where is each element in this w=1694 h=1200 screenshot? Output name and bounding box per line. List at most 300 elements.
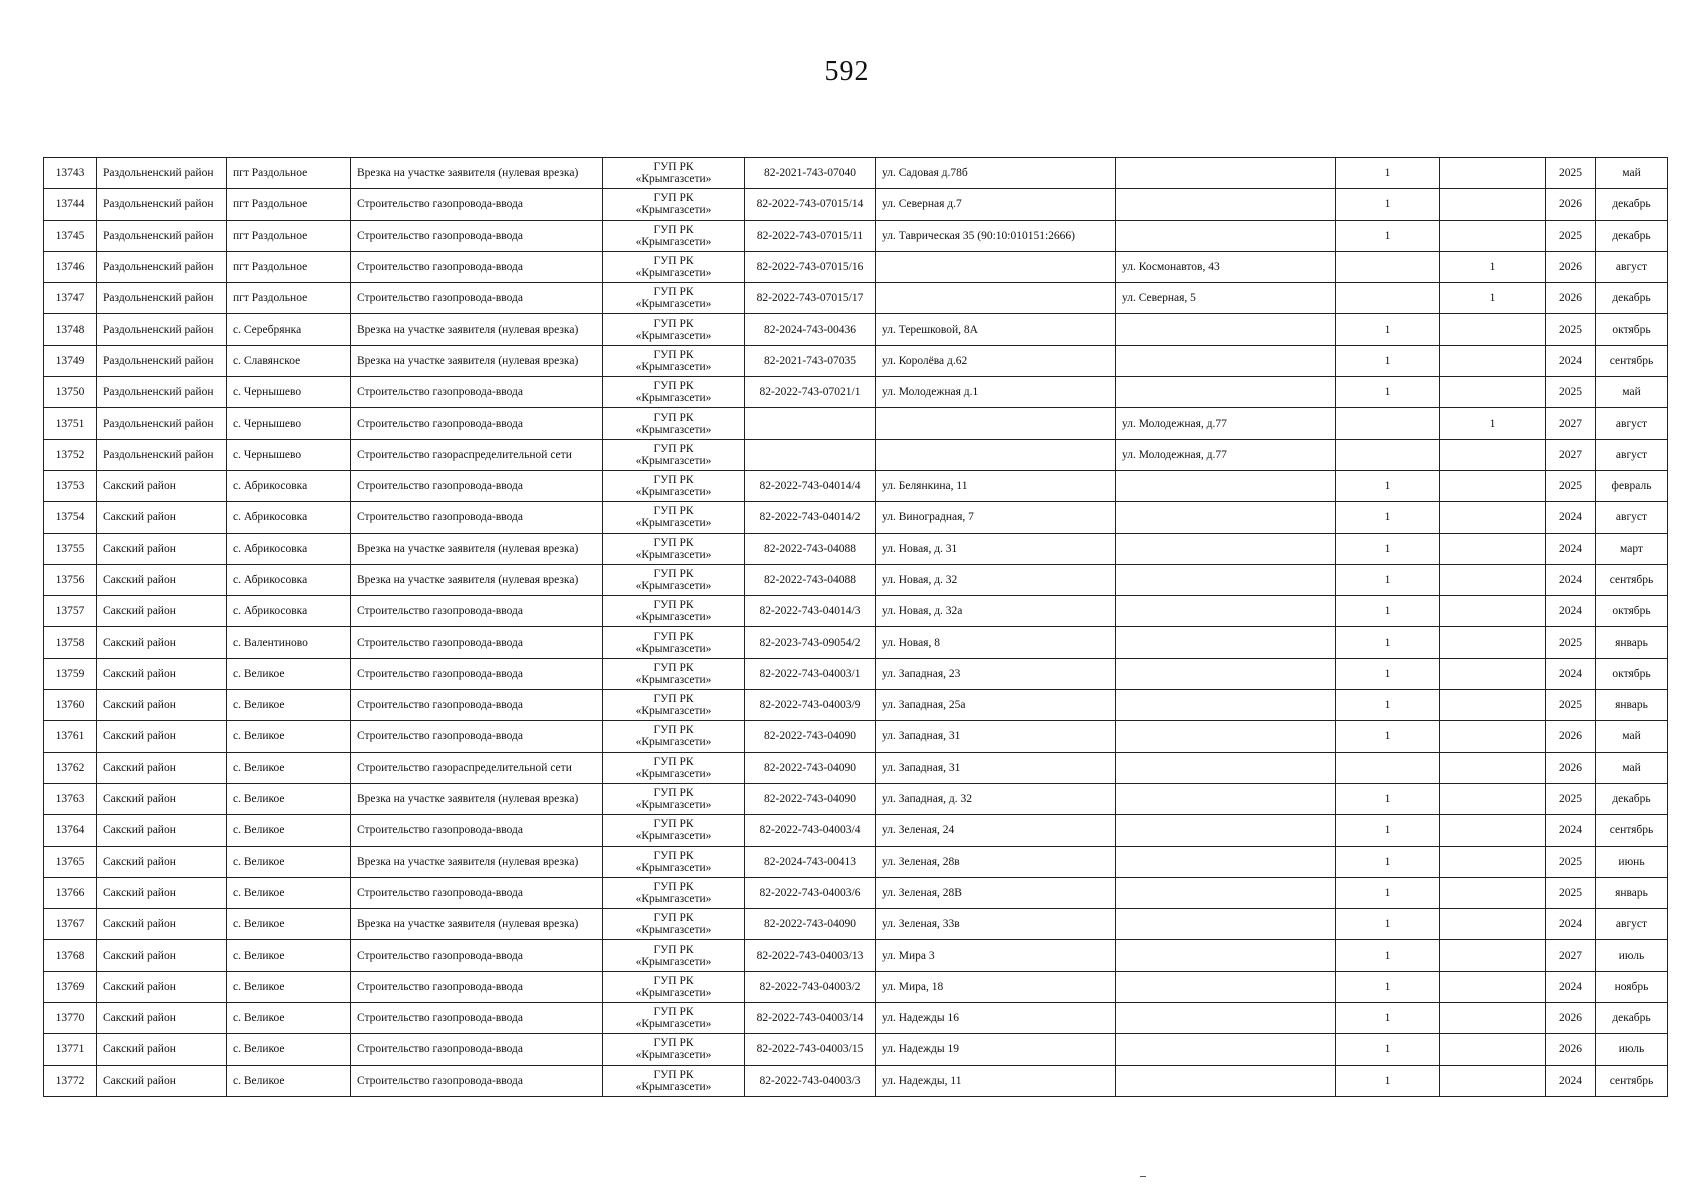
address-cell: ул. Таврическая 35 (90:10:010151:2666) xyxy=(876,220,1116,251)
request-code-cell: 82-2022-743-04003/13 xyxy=(745,940,876,971)
count-cell: 1 xyxy=(1336,220,1440,251)
table-row xyxy=(44,971,1668,1002)
owner-line2: «Крымгазсети» xyxy=(635,924,712,937)
count-cell xyxy=(1336,408,1440,439)
request-code-cell: 82-2022-743-04014/3 xyxy=(745,596,876,627)
table-row xyxy=(44,596,1668,627)
month-cell: июль xyxy=(1596,1034,1668,1065)
settlement-cell: с. Великое xyxy=(227,690,351,721)
request-code-cell: 82-2024-743-00436 xyxy=(745,314,876,345)
table-row xyxy=(44,189,1668,220)
district-cell: Сакский район xyxy=(97,971,227,1002)
settlement-cell: с. Абрикосовка xyxy=(227,596,351,627)
month-cell: сентябрь xyxy=(1596,1065,1668,1096)
address-cell xyxy=(876,408,1116,439)
district-cell: Сакский район xyxy=(97,470,227,501)
address-alt-cell xyxy=(1116,783,1336,814)
year-cell: 2024 xyxy=(1546,502,1596,533)
work-type-cell: Строительство газопровода-ввода xyxy=(351,971,603,1002)
address-alt-cell xyxy=(1116,627,1336,658)
owner-cell xyxy=(603,971,745,1002)
work-type-cell: Врезка на участке заявителя (нулевая врезка) xyxy=(351,909,603,940)
count-alt-cell xyxy=(1440,846,1546,877)
work-type-cell: Строительство газопровода-ввода xyxy=(351,596,603,627)
work-type-cell: Строительство газораспределительной сети xyxy=(351,752,603,783)
district-cell: Сакский район xyxy=(97,596,227,627)
count-alt-cell xyxy=(1440,502,1546,533)
count-cell: 1 xyxy=(1336,189,1440,220)
request-code-cell: 82-2022-743-07015/17 xyxy=(745,283,876,314)
owner-line1: ГУП РК xyxy=(653,568,694,580)
work-type-cell: Строительство газопровода-ввода xyxy=(351,815,603,846)
request-code-cell: 82-2022-743-04003/2 xyxy=(745,971,876,1002)
request-code-cell: 82-2022-743-07021/1 xyxy=(745,377,876,408)
owner-line2: «Крымгазсети» xyxy=(635,580,712,592)
count-cell: 1 xyxy=(1336,502,1440,533)
work-type-cell: Врезка на участке заявителя (нулевая врезка) xyxy=(351,158,603,189)
address-alt-cell xyxy=(1116,314,1336,345)
owner-line2: «Крымгазсети» xyxy=(635,517,712,530)
owner-line1: ГУП РК xyxy=(653,411,694,424)
address-alt-cell xyxy=(1116,502,1336,533)
count-cell: 1 xyxy=(1336,564,1440,595)
owner-line2: «Крымгазсети» xyxy=(635,486,712,499)
owner-cell xyxy=(603,1003,745,1034)
count-alt-cell xyxy=(1440,470,1546,501)
owner-cell xyxy=(603,658,745,689)
row-number-cell: 13771 xyxy=(44,1034,97,1065)
work-type-cell: Строительство газопровода-ввода xyxy=(351,627,603,658)
address-alt-cell xyxy=(1116,846,1336,877)
address-cell xyxy=(876,439,1116,470)
year-cell: 2024 xyxy=(1546,658,1596,689)
year-cell: 2024 xyxy=(1546,909,1596,940)
work-type-cell: Строительство газопровода-ввода xyxy=(351,502,603,533)
address-alt-cell xyxy=(1116,909,1336,940)
address-alt-cell xyxy=(1116,158,1336,189)
owner-line2: «Крымгазсети» xyxy=(635,986,712,999)
work-type-cell: Строительство газопровода-ввода xyxy=(351,1065,603,1096)
district-cell: Раздольненский район xyxy=(97,314,227,345)
row-number-cell: 13766 xyxy=(44,877,97,908)
count-cell: 1 xyxy=(1336,783,1440,814)
settlement-cell: пгт Раздольное xyxy=(227,189,351,220)
address-cell: ул. Западная, 25а xyxy=(876,690,1116,721)
owner-cell xyxy=(603,564,745,595)
address-cell: ул. Западная, 31 xyxy=(876,752,1116,783)
address-cell: ул. Западная, д. 32 xyxy=(876,783,1116,814)
row-number-cell: 13744 xyxy=(44,189,97,220)
row-number-cell: 13746 xyxy=(44,251,97,282)
owner-cell xyxy=(603,846,745,877)
address-alt-cell xyxy=(1116,189,1336,220)
registry-table xyxy=(43,157,1668,1097)
district-cell: Сакский район xyxy=(97,533,227,564)
owner-line2: «Крымгазсети» xyxy=(635,861,712,874)
settlement-cell: с. Славянское xyxy=(227,345,351,376)
district-cell: Сакский район xyxy=(97,1065,227,1096)
request-code-cell: 82-2022-743-04090 xyxy=(745,909,876,940)
owner-cell xyxy=(603,1034,745,1065)
address-alt-cell xyxy=(1116,971,1336,1002)
count-alt-cell xyxy=(1440,783,1546,814)
district-cell: Сакский район xyxy=(97,658,227,689)
row-number-cell: 13760 xyxy=(44,690,97,721)
settlement-cell: с. Валентиново xyxy=(227,627,351,658)
count-alt-cell: 1 xyxy=(1440,283,1546,314)
table-row xyxy=(44,752,1668,783)
count-alt-cell xyxy=(1440,752,1546,783)
count-alt-cell xyxy=(1440,971,1546,1002)
count-alt-cell xyxy=(1440,345,1546,376)
settlement-cell: с. Великое xyxy=(227,752,351,783)
year-cell: 2025 xyxy=(1546,470,1596,501)
table-row xyxy=(44,158,1668,189)
address-cell: ул. Мира, 18 xyxy=(876,971,1116,1002)
owner-line2: «Крымгазсети» xyxy=(635,830,712,843)
owner-line2: «Крымгазсети» xyxy=(635,736,712,749)
owner-cell xyxy=(603,752,745,783)
owner-line1: ГУП РК xyxy=(653,755,694,768)
address-cell: ул. Надежды, 11 xyxy=(876,1065,1116,1096)
year-cell: 2026 xyxy=(1546,752,1596,783)
work-type-cell: Строительство газораспределительной сети xyxy=(351,439,603,470)
count-alt-cell xyxy=(1440,158,1546,189)
settlement-cell: с. Великое xyxy=(227,909,351,940)
request-code-cell: 82-2022-743-04003/3 xyxy=(745,1065,876,1096)
settlement-cell: с. Великое xyxy=(227,815,351,846)
district-cell: Сакский район xyxy=(97,877,227,908)
address-alt-cell xyxy=(1116,377,1336,408)
owner-line2: «Крымгазсети» xyxy=(635,298,712,311)
settlement-cell: с. Абрикосовка xyxy=(227,502,351,533)
request-code-cell: 82-2022-743-04088 xyxy=(745,533,876,564)
district-cell: Раздольненский район xyxy=(97,408,227,439)
count-alt-cell: 1 xyxy=(1440,408,1546,439)
owner-cell xyxy=(603,596,745,627)
year-cell: 2026 xyxy=(1546,1034,1596,1065)
row-number-cell: 13762 xyxy=(44,752,97,783)
work-type-cell: Строительство газопровода-ввода xyxy=(351,721,603,752)
year-cell: 2025 xyxy=(1546,690,1596,721)
address-cell: ул. Новая, д. 32 xyxy=(876,564,1116,595)
work-type-cell: Строительство газопровода-ввода xyxy=(351,1003,603,1034)
district-cell: Раздольненский район xyxy=(97,345,227,376)
table-row xyxy=(44,220,1668,251)
owner-cell xyxy=(603,251,745,282)
owner-line1: ГУП РК xyxy=(653,536,694,549)
row-number-cell: 13763 xyxy=(44,783,97,814)
address-cell: ул. Новая, 8 xyxy=(876,627,1116,658)
settlement-cell: с. Великое xyxy=(227,877,351,908)
month-cell: январь xyxy=(1596,877,1668,908)
count-cell: 1 xyxy=(1336,940,1440,971)
table-row xyxy=(44,251,1668,282)
request-code-cell: 82-2022-743-04003/9 xyxy=(745,690,876,721)
year-cell: 2025 xyxy=(1546,377,1596,408)
owner-cell xyxy=(603,470,745,501)
address-alt-cell xyxy=(1116,220,1336,251)
month-cell: декабрь xyxy=(1596,283,1668,314)
owner-line1: ГУП РК xyxy=(653,880,694,893)
owner-line2: «Крымгазсети» xyxy=(635,705,712,718)
row-number-cell: 13748 xyxy=(44,314,97,345)
owner-line1: ГУП РК xyxy=(653,818,694,831)
address-alt-cell: ул. Молодежная, д.77 xyxy=(1116,439,1336,470)
year-cell: 2026 xyxy=(1546,721,1596,752)
settlement-cell: с. Чернышево xyxy=(227,377,351,408)
work-type-cell: Врезка на участке заявителя (нулевая врезка) xyxy=(351,533,603,564)
work-type-cell: Строительство газопровода-ввода xyxy=(351,283,603,314)
owner-cell xyxy=(603,815,745,846)
address-alt-cell xyxy=(1116,658,1336,689)
owner-cell xyxy=(603,439,745,470)
address-alt-cell xyxy=(1116,752,1336,783)
address-cell: ул. Западная, 31 xyxy=(876,721,1116,752)
request-code-cell: 82-2022-743-07015/14 xyxy=(745,189,876,220)
footer-mark xyxy=(1140,1176,1146,1177)
month-cell: декабрь xyxy=(1596,220,1668,251)
month-cell: октябрь xyxy=(1596,658,1668,689)
owner-cell xyxy=(603,314,745,345)
table-row xyxy=(44,815,1668,846)
settlement-cell: с. Чернышево xyxy=(227,439,351,470)
month-cell: декабрь xyxy=(1596,783,1668,814)
work-type-cell: Врезка на участке заявителя (нулевая врезка) xyxy=(351,783,603,814)
district-cell: Сакский район xyxy=(97,940,227,971)
row-number-cell: 13761 xyxy=(44,721,97,752)
owner-cell xyxy=(603,877,745,908)
count-cell: 1 xyxy=(1336,377,1440,408)
request-code-cell: 82-2022-743-04090 xyxy=(745,721,876,752)
count-alt-cell xyxy=(1440,627,1546,658)
work-type-cell: Строительство газопровода-ввода xyxy=(351,408,603,439)
owner-line2: «Крымгазсети» xyxy=(635,1080,712,1093)
work-type-cell: Врезка на участке заявителя (нулевая врезка) xyxy=(351,314,603,345)
work-type-cell: Строительство газопровода-ввода xyxy=(351,1034,603,1065)
address-cell: ул. Виноградная, 7 xyxy=(876,502,1116,533)
work-type-cell: Строительство газопровода-ввода xyxy=(351,251,603,282)
address-alt-cell xyxy=(1116,345,1336,376)
count-alt-cell xyxy=(1440,940,1546,971)
owner-cell xyxy=(603,158,745,189)
address-cell: ул. Терешковой, 8А xyxy=(876,314,1116,345)
count-alt-cell xyxy=(1440,721,1546,752)
row-number-cell: 13750 xyxy=(44,377,97,408)
row-number-cell: 13756 xyxy=(44,564,97,595)
year-cell: 2026 xyxy=(1546,251,1596,282)
district-cell: Сакский район xyxy=(97,815,227,846)
owner-line2: «Крымгазсети» xyxy=(635,955,712,968)
table-row xyxy=(44,940,1668,971)
request-code-cell: 82-2022-743-04003/1 xyxy=(745,658,876,689)
address-alt-cell xyxy=(1116,877,1336,908)
row-number-cell: 13757 xyxy=(44,596,97,627)
count-cell: 1 xyxy=(1336,690,1440,721)
owner-cell xyxy=(603,721,745,752)
count-alt-cell xyxy=(1440,1065,1546,1096)
owner-line1: ГУП РК xyxy=(653,255,694,268)
count-cell: 1 xyxy=(1336,627,1440,658)
district-cell: Раздольненский район xyxy=(97,439,227,470)
district-cell: Раздольненский район xyxy=(97,251,227,282)
count-cell: 1 xyxy=(1336,470,1440,501)
count-cell: 1 xyxy=(1336,314,1440,345)
owner-cell xyxy=(603,189,745,220)
month-cell: сентябрь xyxy=(1596,815,1668,846)
count-cell: 1 xyxy=(1336,533,1440,564)
row-number-cell: 13759 xyxy=(44,658,97,689)
count-alt-cell: 1 xyxy=(1440,251,1546,282)
address-alt-cell xyxy=(1116,564,1336,595)
address-alt-cell xyxy=(1116,1065,1336,1096)
request-code-cell xyxy=(745,408,876,439)
count-alt-cell xyxy=(1440,1034,1546,1065)
request-code-cell: 82-2022-743-04003/6 xyxy=(745,877,876,908)
count-cell: 1 xyxy=(1336,596,1440,627)
owner-cell xyxy=(603,690,745,721)
table-row xyxy=(44,439,1668,470)
request-code-cell: 82-2022-743-04003/4 xyxy=(745,815,876,846)
work-type-cell: Врезка на участке заявителя (нулевая врезка) xyxy=(351,564,603,595)
settlement-cell: с. Великое xyxy=(227,1003,351,1034)
year-cell: 2024 xyxy=(1546,971,1596,1002)
request-code-cell xyxy=(745,439,876,470)
owner-line1: ГУП РК xyxy=(653,380,694,393)
month-cell: ноябрь xyxy=(1596,971,1668,1002)
month-cell: август xyxy=(1596,502,1668,533)
owner-line1: ГУП РК xyxy=(653,192,694,205)
count-alt-cell xyxy=(1440,533,1546,564)
table-row xyxy=(44,533,1668,564)
address-alt-cell xyxy=(1116,940,1336,971)
table-row xyxy=(44,1065,1668,1096)
owner-line1: ГУП РК xyxy=(653,724,694,737)
owner-line1: ГУП РК xyxy=(653,787,694,800)
count-alt-cell xyxy=(1440,314,1546,345)
owner-line1: ГУП РК xyxy=(653,693,694,706)
count-cell xyxy=(1336,752,1440,783)
table-row xyxy=(44,470,1668,501)
request-code-cell: 82-2022-743-04003/14 xyxy=(745,1003,876,1034)
request-code-cell: 82-2022-743-04090 xyxy=(745,752,876,783)
address-cell: ул. Зеленая, 28в xyxy=(876,846,1116,877)
work-type-cell: Строительство газопровода-ввода xyxy=(351,377,603,408)
row-number-cell: 13743 xyxy=(44,158,97,189)
settlement-cell: с. Чернышево xyxy=(227,408,351,439)
month-cell: август xyxy=(1596,439,1668,470)
district-cell: Сакский район xyxy=(97,1003,227,1034)
count-alt-cell xyxy=(1440,815,1546,846)
row-number-cell: 13749 xyxy=(44,345,97,376)
count-cell xyxy=(1336,251,1440,282)
district-cell: Сакский район xyxy=(97,564,227,595)
address-cell: ул. Зеленая, 33в xyxy=(876,909,1116,940)
owner-line1: ГУП РК xyxy=(653,912,694,925)
owner-line2: «Крымгазсети» xyxy=(635,1018,712,1031)
count-cell: 1 xyxy=(1336,971,1440,1002)
district-cell: Раздольненский район xyxy=(97,158,227,189)
owner-line1: ГУП РК xyxy=(653,348,694,361)
month-cell: январь xyxy=(1596,627,1668,658)
month-cell: март xyxy=(1596,533,1668,564)
address-alt-cell: ул. Космонавтов, 43 xyxy=(1116,251,1336,282)
owner-cell xyxy=(603,502,745,533)
owner-line1: ГУП РК xyxy=(653,943,694,956)
owner-line2: «Крымгазсети» xyxy=(635,767,712,780)
address-cell xyxy=(876,283,1116,314)
count-cell: 1 xyxy=(1336,846,1440,877)
owner-cell xyxy=(603,377,745,408)
month-cell: май xyxy=(1596,158,1668,189)
district-cell: Сакский район xyxy=(97,752,227,783)
district-cell: Раздольненский район xyxy=(97,189,227,220)
month-cell: июль xyxy=(1596,940,1668,971)
year-cell: 2025 xyxy=(1546,314,1596,345)
year-cell: 2024 xyxy=(1546,815,1596,846)
year-cell: 2025 xyxy=(1546,846,1596,877)
owner-line2: «Крымгазсети» xyxy=(635,204,712,217)
count-alt-cell xyxy=(1440,877,1546,908)
month-cell: сентябрь xyxy=(1596,564,1668,595)
count-alt-cell xyxy=(1440,596,1546,627)
address-cell: ул. Западная, 23 xyxy=(876,658,1116,689)
table-row xyxy=(44,658,1668,689)
address-alt-cell xyxy=(1116,1003,1336,1034)
request-code-cell: 82-2022-743-04088 xyxy=(745,564,876,595)
owner-line2: «Крымгазсети» xyxy=(635,235,712,248)
address-cell: ул. Надежды 19 xyxy=(876,1034,1116,1065)
request-code-cell: 82-2021-743-07035 xyxy=(745,345,876,376)
year-cell: 2024 xyxy=(1546,564,1596,595)
owner-cell xyxy=(603,783,745,814)
year-cell: 2027 xyxy=(1546,408,1596,439)
owner-line1: ГУП РК xyxy=(653,1006,694,1019)
owner-cell xyxy=(603,220,745,251)
owner-line2: «Крымгазсети» xyxy=(635,1049,712,1062)
count-alt-cell xyxy=(1440,220,1546,251)
owner-line2: «Крымгазсети» xyxy=(635,267,712,280)
owner-line2: «Крымгазсети» xyxy=(635,892,712,905)
owner-cell xyxy=(603,533,745,564)
count-alt-cell xyxy=(1440,658,1546,689)
count-cell: 1 xyxy=(1336,1034,1440,1065)
year-cell: 2027 xyxy=(1546,940,1596,971)
settlement-cell: с. Серебрянка xyxy=(227,314,351,345)
settlement-cell: пгт Раздольное xyxy=(227,220,351,251)
table-row xyxy=(44,909,1668,940)
address-alt-cell xyxy=(1116,815,1336,846)
count-alt-cell xyxy=(1440,690,1546,721)
row-number-cell: 13767 xyxy=(44,909,97,940)
owner-line2: «Крымгазсети» xyxy=(635,673,712,686)
address-alt-cell xyxy=(1116,690,1336,721)
count-alt-cell xyxy=(1440,564,1546,595)
address-cell: ул. Зеленая, 24 xyxy=(876,815,1116,846)
work-type-cell: Строительство газопровода-ввода xyxy=(351,940,603,971)
owner-cell xyxy=(603,940,745,971)
request-code-cell: 82-2022-743-04090 xyxy=(745,783,876,814)
address-cell xyxy=(876,251,1116,282)
table-row xyxy=(44,721,1668,752)
work-type-cell: Строительство газопровода-ввода xyxy=(351,470,603,501)
settlement-cell: с. Абрикосовка xyxy=(227,470,351,501)
address-cell: ул. Мира 3 xyxy=(876,940,1116,971)
count-cell: 1 xyxy=(1336,877,1440,908)
table-row xyxy=(44,502,1668,533)
row-number-cell: 13758 xyxy=(44,627,97,658)
district-cell: Сакский район xyxy=(97,909,227,940)
